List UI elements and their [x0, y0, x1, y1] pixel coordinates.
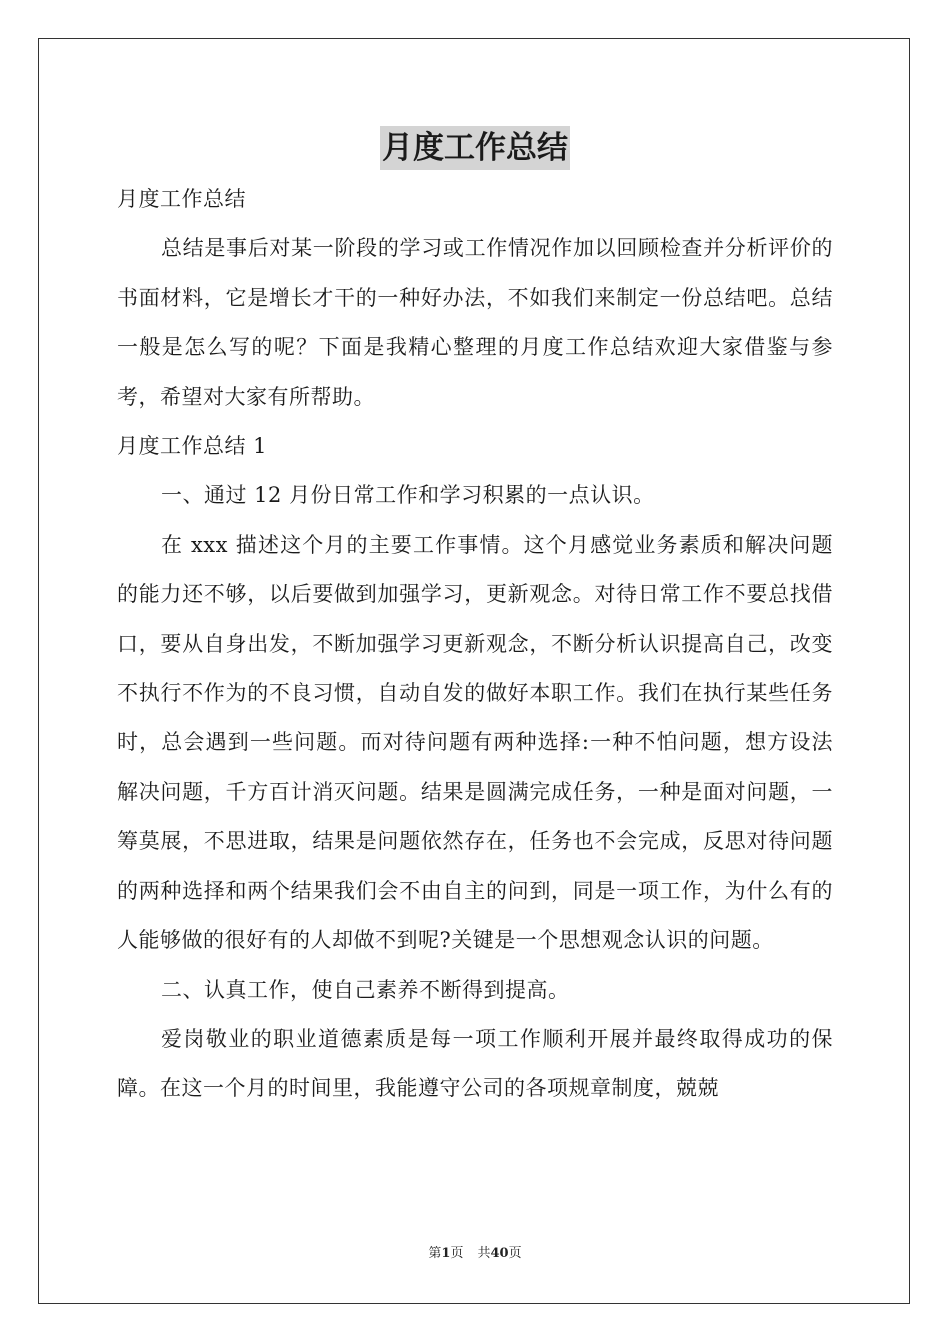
- paragraph: 在 xxx 描述这个月的主要工作事情。这个月感觉业务素质和解决问题的能力还不够，以后要做到加强学习，更新观念。对待日常工作不要总找借口，要从自身出发，不断加强学习更新观念，不断分析认识提高自己，改变不执行不作为的不良习惯，自动自发的做好本职工作。我们在执行某些任务时，总会遇到一些问题。而对待问题有两种选择:一种不怕问题，想方设法解决问题，千方百计消灭问题。结果是圆满完成任务，一种是面对问题，一筹莫展，不思进取，结果是问题依然存在，任务也不会完成，反思对待问题的两种选择和两个结果我们会不由自主的问到，同是一项工作，为什么有的人能够做的很好有的人却做不到呢?关键是一个思想观念认识的问题。: [117, 532, 833, 953]
- page-suffix: 页: [450, 1246, 464, 1261]
- page-prefix: 第: [428, 1246, 442, 1261]
- paragraph: 月度工作总结 1: [117, 434, 268, 459]
- total-suffix: 页: [508, 1246, 522, 1261]
- total-pages: 40: [490, 1246, 509, 1261]
- paragraph: 月度工作总结: [117, 187, 246, 211]
- title-container: [0, 126, 950, 170]
- paragraph: 二、认真工作，使自己素养不断得到提高。: [161, 977, 570, 1002]
- document-body: [117, 175, 833, 1114]
- paragraph: 总结是事后对某一阶段的学习或工作情况作加以回顾检查并分析评价的书面材料，它是增长才干的一种好办法，不如我们来制定一份总结吧。总结一般是怎么写的呢？下面是我精心整理的月度工作总结欢迎大家借鉴与参考，希望对大家有所帮助。: [117, 236, 833, 409]
- page-number: 1: [441, 1246, 451, 1261]
- paragraph: 爱岗敬业的职业道德素质是每一项工作顺利开展并最终取得成功的保障。在这一个月的时间里，我能遵守公司的各项规章制度，兢兢: [117, 1026, 833, 1101]
- page-footer: [0, 1244, 950, 1264]
- paragraph: 一、通过 12 月份日常工作和学习积累的一点认识。: [161, 483, 655, 508]
- document-title: 月度工作总结: [380, 126, 570, 170]
- total-prefix: 共: [477, 1246, 491, 1261]
